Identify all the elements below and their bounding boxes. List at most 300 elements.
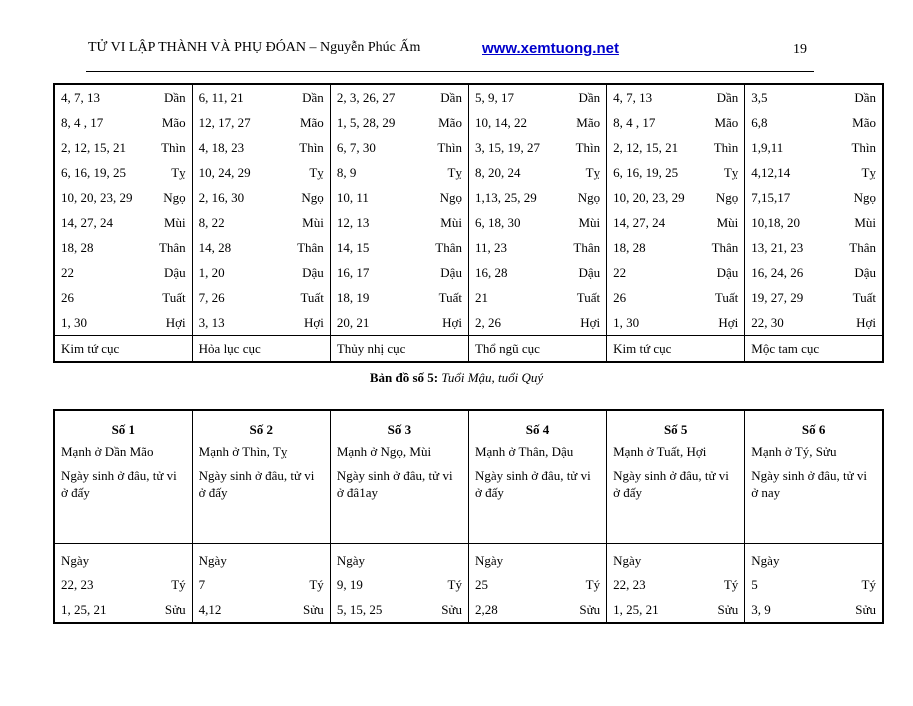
branch-name: Dần	[440, 90, 462, 105]
days-value: 2, 12, 15, 21	[613, 140, 679, 155]
branch-name: Mùi	[302, 215, 324, 230]
days-value: 6, 18, 30	[474, 215, 521, 230]
description: Ngày sinh ở đâu, tử vi ở đấy	[468, 467, 606, 544]
day-branch-pair	[751, 235, 876, 260]
table-cell	[607, 285, 745, 310]
days-value: 16, 28	[474, 265, 508, 280]
branch-name: Mão	[299, 115, 324, 130]
days-value: 3, 9	[751, 602, 771, 617]
days-value: 4,12,14	[751, 165, 791, 180]
days-value: 3,5	[751, 90, 768, 105]
days-value: 10, 24, 29	[198, 165, 251, 180]
table-cell	[468, 597, 606, 623]
day-branch-pair	[613, 235, 738, 260]
description: Ngày sinh ở đâu, tử vi ở đấy	[607, 467, 745, 544]
days-value: 1, 30	[61, 315, 87, 330]
day-branch-pair	[199, 85, 324, 110]
table-cell	[330, 572, 468, 597]
branch-name: Sửu	[855, 602, 876, 617]
table-row	[54, 285, 883, 310]
table-cell	[54, 285, 192, 310]
branch-name: Ngọ	[853, 190, 876, 205]
branch-name: Thân	[435, 240, 462, 255]
description: Ngày sinh ở đâu, tử vi ở đấy	[192, 467, 330, 544]
days-value: 7	[198, 577, 206, 592]
table-cell	[745, 260, 883, 285]
table-cell	[745, 135, 883, 160]
table-cell	[607, 135, 745, 160]
days-value: 4,12	[198, 602, 222, 617]
day-branch-pair	[475, 110, 600, 135]
day-branch-pair	[475, 310, 600, 335]
days-value: 1, 5, 28, 29	[336, 115, 396, 130]
branch-name: Hợi	[442, 315, 462, 330]
branch-name: Thìn	[161, 140, 186, 155]
table-cell	[468, 235, 606, 260]
days-value: 14, 27, 24	[61, 215, 113, 230]
table-cell	[607, 160, 745, 185]
day-branch-pair	[751, 135, 876, 160]
table-cell	[607, 597, 745, 623]
days-value: 8, 20, 24	[474, 165, 521, 180]
branch-name: Mão	[438, 115, 462, 130]
days-value: 22, 30	[751, 315, 784, 330]
menh-position: Mạnh ở Tý, Sửu	[745, 442, 883, 467]
day-branch-pair	[61, 210, 186, 235]
day-branch-pair	[337, 135, 462, 160]
table-row	[54, 235, 883, 260]
days-value: 4, 18, 23	[198, 140, 245, 155]
branch-name: Tý	[723, 577, 739, 592]
branch-name: Tỵ	[585, 165, 601, 180]
days-value: 14, 28	[198, 240, 232, 255]
day-branch-pair	[199, 185, 324, 210]
menh-position: Mạnh ở Thân, Dậu	[468, 442, 606, 467]
ngay-label: Ngày	[745, 544, 883, 573]
cuc-label: Kim tứ cục	[54, 336, 192, 363]
branch-name: Tuất	[162, 290, 186, 305]
day-branch-pair	[61, 597, 186, 622]
table-cell	[192, 310, 330, 336]
days-value: 26	[613, 290, 627, 305]
table-row	[54, 260, 883, 285]
days-value: 25	[474, 577, 488, 592]
table-cell	[192, 185, 330, 210]
table-cell	[330, 210, 468, 235]
branch-name: Tuất	[852, 290, 876, 305]
days-value: 10, 14, 22	[474, 115, 527, 130]
branch-name: Dần	[854, 90, 876, 105]
table-row	[54, 597, 883, 623]
table-cell	[468, 160, 606, 185]
day-branch-pair	[751, 210, 876, 235]
branch-name: Thìn	[299, 140, 324, 155]
column-heading: Số 4	[468, 410, 606, 442]
table-cell	[54, 310, 192, 336]
table-cell	[54, 84, 192, 110]
days-value: 4, 7, 13	[61, 90, 100, 105]
day-branch-pair	[61, 260, 186, 285]
day-branch-pair	[61, 285, 186, 310]
table-row	[54, 210, 883, 235]
table-footer-row	[54, 336, 883, 363]
branch-name: Tỵ	[723, 165, 739, 180]
days-value: 10, 20, 23, 29	[61, 190, 133, 205]
days-value: 7,15,17	[751, 190, 791, 205]
table-cell	[745, 185, 883, 210]
branch-name: Tý	[447, 577, 462, 592]
branch-name: Mão	[714, 115, 739, 130]
branch-name: Dậu	[854, 265, 876, 280]
day-branch-pair	[751, 285, 876, 310]
day-branch-pair	[475, 260, 600, 285]
day-branch-pair	[475, 160, 600, 185]
branch-name: Tuất	[300, 290, 324, 305]
branch-name: Thìn	[851, 140, 876, 155]
table-row	[54, 110, 883, 135]
table-cell	[192, 135, 330, 160]
days-value: 6, 11, 21	[198, 90, 244, 105]
table-cell	[192, 597, 330, 623]
days-value: 6, 16, 19, 25	[61, 165, 126, 180]
day-branch-pair	[337, 185, 462, 210]
days-value: 13, 21, 23	[751, 240, 804, 255]
branch-name: Tỵ	[447, 165, 462, 180]
branch-name: Tý	[309, 577, 324, 592]
branch-name: Tỵ	[171, 165, 186, 180]
description: Ngày sinh ở đâu, tử vi ở nay	[745, 467, 883, 544]
table-cell	[330, 310, 468, 336]
map-caption	[0, 370, 913, 386]
branch-name: Ngọ	[715, 190, 739, 205]
days-value: 1, 30	[613, 315, 640, 330]
table-cell	[745, 210, 883, 235]
branch-name: Mùi	[440, 215, 462, 230]
branch-name: Ngọ	[301, 190, 324, 205]
days-value: 1, 20	[198, 265, 225, 280]
day-branch-pair	[751, 310, 876, 335]
day-branch-pair	[751, 260, 876, 285]
days-value: 22, 23	[613, 577, 646, 592]
days-value: 12, 17, 27	[198, 115, 251, 130]
day-branch-pair	[475, 185, 600, 210]
branch-name: Thân	[573, 240, 601, 255]
day-branch-pair	[751, 110, 876, 135]
table-cell	[54, 235, 192, 260]
branch-name: Tỵ	[309, 165, 324, 180]
branch-name: Ngọ	[163, 190, 186, 205]
table-cell	[468, 572, 606, 597]
table-cell	[54, 160, 192, 185]
table-cell	[330, 110, 468, 135]
day-branch-pair	[199, 310, 324, 335]
branch-name: Dần	[163, 90, 186, 105]
days-value: 18, 28	[613, 240, 646, 255]
table-cell	[745, 572, 883, 597]
days-value: 5, 15, 25	[336, 602, 383, 617]
day-branch-pair	[199, 210, 324, 235]
branch-name: Tuất	[714, 290, 739, 305]
branch-name: Dần	[578, 90, 601, 105]
days-value: 8, 4 , 17	[61, 115, 104, 130]
branch-name: Sửu	[303, 602, 324, 617]
caption-text: Tuổi Mậu, tuổi Quý	[441, 370, 544, 385]
days-value: 10, 20, 23, 29	[613, 190, 685, 205]
table-cell	[607, 235, 745, 260]
day-branch-pair	[337, 260, 462, 285]
day-branch-pair	[475, 85, 600, 110]
table-cell	[607, 110, 745, 135]
days-value: 5, 9, 17	[474, 90, 514, 105]
day-branch-pair	[475, 135, 600, 160]
day-branch-pair	[613, 310, 738, 335]
day-branch-pair	[199, 597, 324, 622]
day-branch-pair	[199, 285, 324, 310]
day-branch-pair	[751, 572, 876, 597]
day-branch-pair	[337, 310, 462, 335]
table-row	[54, 410, 883, 442]
table-cell	[745, 310, 883, 336]
branch-name: Tuất	[576, 290, 601, 305]
day-branch-pair	[475, 210, 600, 235]
day-branch-pair	[337, 285, 462, 310]
day-branch-pair	[337, 210, 462, 235]
table-cell	[745, 285, 883, 310]
days-value: 6, 7, 30	[336, 140, 376, 155]
day-branch-pair	[613, 135, 738, 160]
branch-name: Tuất	[438, 290, 462, 305]
column-heading: Số 3	[330, 410, 468, 442]
day-branch-pair	[61, 135, 186, 160]
day-branch-pair	[199, 572, 324, 597]
table-row	[54, 544, 883, 573]
days-value: 1,13, 25, 29	[474, 190, 537, 205]
cuc-label: Kim tứ cục	[607, 336, 745, 363]
day-branch-pair	[337, 597, 462, 622]
table-cell	[192, 110, 330, 135]
day-branch-pair	[751, 185, 876, 210]
day-branch-pair	[61, 235, 186, 260]
branch-name: Thìn	[713, 140, 739, 155]
day-branch-pair	[751, 85, 876, 110]
table-cell	[330, 260, 468, 285]
days-value: 5	[751, 577, 758, 592]
document-title: TỬ VI LẬP THÀNH VÀ PHỤ ĐÓAN – Nguyễn Phúc Ấm	[88, 40, 421, 55]
branch-name: Ngọ	[439, 190, 462, 205]
days-value: 8, 22	[198, 215, 225, 230]
menh-position: Mạnh ở Thìn, Tỵ	[192, 442, 330, 467]
page-number: 19	[793, 42, 807, 57]
branch-name: Thìn	[437, 140, 462, 155]
table-row	[54, 572, 883, 597]
table-cell	[468, 185, 606, 210]
day-branch-pair	[199, 160, 324, 185]
day-branch-pair	[613, 285, 738, 310]
table-cell	[745, 84, 883, 110]
table-cell	[745, 235, 883, 260]
cuc-label: Thổ ngũ cục	[468, 336, 606, 363]
branch-name: Sửu	[717, 602, 739, 617]
day-branch-pair	[61, 110, 186, 135]
days-value: 2,28	[474, 602, 498, 617]
days-value: 8, 4 , 17	[613, 115, 656, 130]
days-value: 4, 7, 13	[613, 90, 653, 105]
table-cell	[192, 160, 330, 185]
table-cell	[192, 572, 330, 597]
table-cell	[468, 135, 606, 160]
days-value: 14, 15	[336, 240, 370, 255]
table-cell	[607, 260, 745, 285]
table-row	[54, 185, 883, 210]
tuvi-position-table	[53, 409, 884, 624]
days-value: 19, 27, 29	[751, 290, 804, 305]
description: Ngày sinh ở đâu, tử vi ở đấy	[54, 467, 192, 544]
day-branch-pair	[613, 597, 738, 622]
branch-name: Hợi	[303, 315, 324, 330]
table-cell	[468, 110, 606, 135]
ngay-label: Ngày	[330, 544, 468, 573]
day-branch-pair	[61, 572, 186, 597]
days-value: 22	[613, 265, 627, 280]
branch-name: Mão	[576, 115, 601, 130]
branch-name: Thân	[158, 240, 186, 255]
branch-name: Mùi	[716, 215, 739, 230]
cuc-label: Mộc tam cục	[745, 336, 883, 363]
day-branch-pair	[613, 572, 738, 597]
day-branch-pair	[751, 597, 876, 622]
days-value: 1, 25, 21	[613, 602, 659, 617]
day-branch-pair	[337, 85, 462, 110]
branch-name: Hợi	[718, 315, 739, 330]
day-branch-pair	[199, 260, 324, 285]
days-value: 26	[61, 290, 74, 305]
branch-name: Thìn	[575, 140, 601, 155]
table-cell	[468, 260, 606, 285]
days-value: 2, 12, 15, 21	[61, 140, 126, 155]
table-row	[54, 160, 883, 185]
day-branch-pair	[613, 160, 738, 185]
description: Ngày sinh ở đâu, tử vi ở đâ1ay	[330, 467, 468, 544]
table-cell	[192, 210, 330, 235]
days-value: 2, 26	[474, 315, 501, 330]
branch-name: Thân	[849, 240, 876, 255]
days-value: 16, 24, 26	[751, 265, 804, 280]
days-value: 11, 23	[474, 240, 507, 255]
cuc-label: Thủy nhị cục	[330, 336, 468, 363]
branch-name: Tý	[171, 577, 186, 592]
branch-name: Hợi	[165, 315, 186, 330]
day-branch-pair	[613, 185, 738, 210]
table-cell	[745, 110, 883, 135]
table-cell	[54, 260, 192, 285]
table-cell	[192, 285, 330, 310]
day-branch-pair	[613, 260, 738, 285]
day-branch-pair	[475, 235, 600, 260]
day-branch-pair	[61, 85, 186, 110]
cuc-label: Hỏa lục cục	[192, 336, 330, 363]
days-value: 14, 27, 24	[613, 215, 666, 230]
table-cell	[54, 185, 192, 210]
table-cell	[607, 84, 745, 110]
caption-label: Bản đồ số 5:	[369, 370, 439, 385]
ngay-label: Ngày	[607, 544, 745, 573]
table-cell	[330, 84, 468, 110]
day-branch-pair	[199, 135, 324, 160]
website-link[interactable]: www.xemtuong.net	[482, 40, 619, 57]
branch-name: Tý	[585, 577, 601, 592]
day-branch-pair	[337, 160, 462, 185]
table-cell	[330, 235, 468, 260]
table-cell	[330, 597, 468, 623]
column-heading: Số 1	[54, 410, 192, 442]
table-cell	[607, 310, 745, 336]
branch-name: Thân	[711, 240, 739, 255]
day-branch-pair	[751, 160, 876, 185]
branch-name: Sửu	[441, 602, 462, 617]
days-value: 6,8	[751, 115, 768, 130]
days-value: 2, 16, 30	[198, 190, 245, 205]
table-cell	[330, 285, 468, 310]
table-cell	[745, 160, 883, 185]
day-branch-pair	[61, 160, 186, 185]
day-branch-pair	[475, 572, 600, 597]
header-divider	[86, 71, 814, 72]
day-branch-pair	[475, 597, 600, 622]
table-cell	[54, 597, 192, 623]
day-branch-pair	[337, 110, 462, 135]
days-value: 22, 23	[61, 577, 94, 592]
table-row	[54, 467, 883, 544]
days-value: 9, 19	[336, 577, 363, 592]
table-cell	[192, 235, 330, 260]
days-value: 2, 3, 26, 27	[336, 90, 396, 105]
branch-name: Ngọ	[577, 190, 601, 205]
branch-name: Mão	[852, 115, 876, 130]
ngay-label: Ngày	[468, 544, 606, 573]
days-value: 7, 26	[198, 290, 225, 305]
table-cell	[192, 260, 330, 285]
day-branch-pair	[199, 235, 324, 260]
branch-name: Dần	[716, 90, 739, 105]
branch-name: Sửu	[579, 602, 601, 617]
branch-name: Mão	[161, 115, 186, 130]
table-cell	[192, 84, 330, 110]
table-cell	[330, 185, 468, 210]
branch-name: Sửu	[164, 602, 186, 617]
ngay-label: Ngày	[192, 544, 330, 573]
days-value: 3, 15, 19, 27	[474, 140, 540, 155]
days-value: 1, 25, 21	[61, 602, 107, 617]
days-value: 8, 9	[336, 165, 357, 180]
branch-name: Dần	[302, 90, 324, 105]
branch-name: Hợi	[856, 315, 876, 330]
days-value: 22	[61, 265, 74, 280]
table-row	[54, 135, 883, 160]
table-cell	[468, 84, 606, 110]
branch-name: Mùi	[854, 215, 876, 230]
table-row	[54, 84, 883, 110]
branch-name: Tý	[861, 577, 876, 592]
table-cell	[54, 110, 192, 135]
table-cell	[607, 185, 745, 210]
column-heading: Số 2	[192, 410, 330, 442]
day-table-cuc	[53, 83, 884, 363]
table-row	[54, 442, 883, 467]
branch-name: Mùi	[163, 215, 186, 230]
day-branch-pair	[613, 85, 738, 110]
day-branch-pair	[337, 572, 462, 597]
ngay-label: Ngày	[54, 544, 192, 573]
